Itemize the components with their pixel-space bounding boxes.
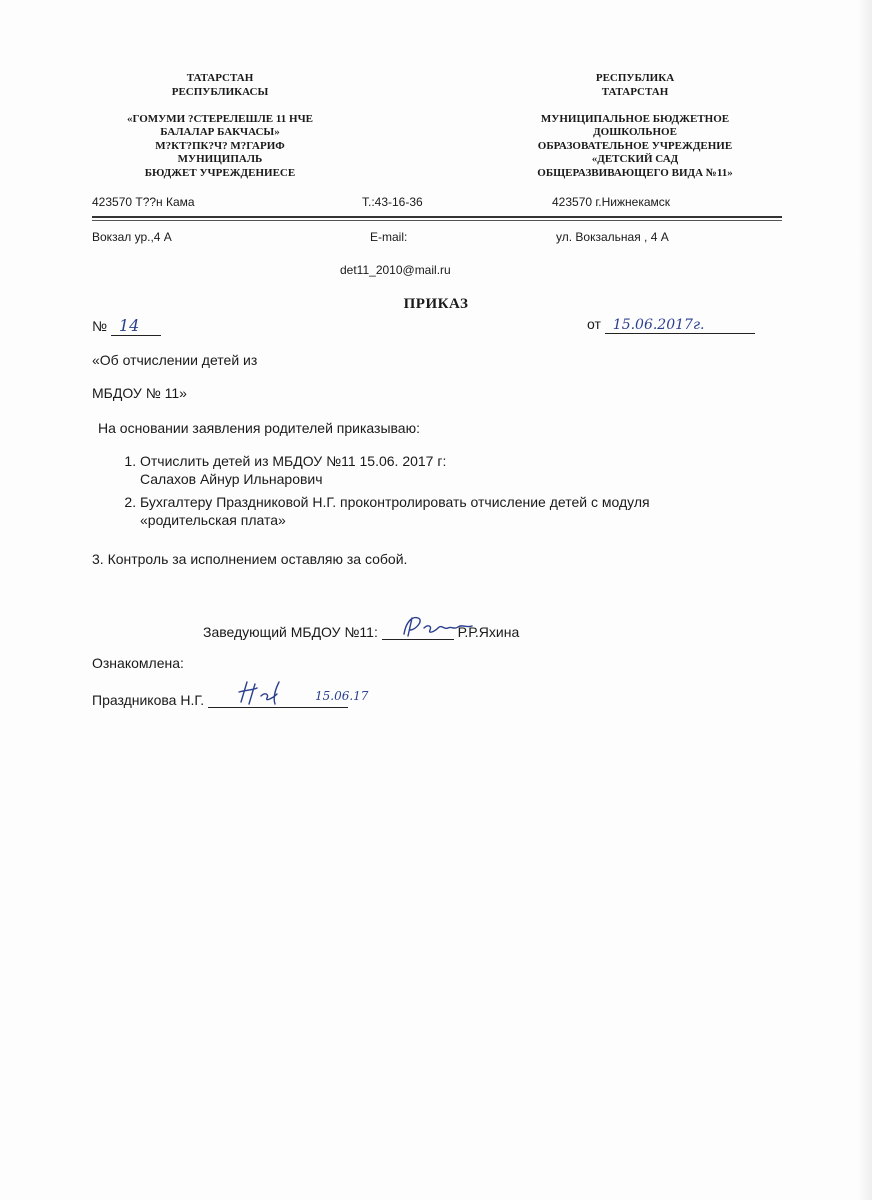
header-left-line: РЕСПУБЛИКАСЫ [171, 85, 269, 98]
header-left-line: БАЛАЛАР БАКЧАСЫ» [160, 126, 280, 138]
header-right-line: МУНИЦИПАЛЬНОЕ БЮДЖЕТНОЕ [540, 112, 730, 125]
document-title: ПРИКАЗ [403, 296, 469, 312]
header-left-line: ТАТАРСТАН [186, 72, 254, 84]
header-divider-thin [92, 220, 782, 221]
head-signature-line [203, 622, 583, 640]
header-left-line: МУНИЦИПАЛЬ [177, 153, 263, 165]
header-left-line: «ГОМУМИ ?СТЕРЕЛЕШЛЕ 11 НЧЕ [127, 112, 313, 125]
acquainted-label: Ознакомлена: [92, 655, 184, 671]
order-subject-line2: МБДОУ № 11» [92, 385, 187, 401]
email-address: det11_2010@mail.ru [340, 263, 451, 277]
order-item-text: 1. Отчислить детей из МБДОУ №11 15.06. 2017 г: [140, 453, 447, 469]
order-number [92, 316, 162, 336]
header-right-line: ОБРАЗОВАТЕЛЬНОЕ УЧРЕЖДЕНИЕ [537, 139, 733, 152]
order-date-handwritten: 15.06.2017г. [605, 317, 755, 334]
order-number-label: № [92, 318, 108, 334]
order-date [587, 316, 757, 334]
address-russian-line2: ул. Вокзальная , 4 А [556, 230, 669, 244]
header-right-line: ОБЩЕРАЗВИВАЮЩЕГО ВИДА №11» [537, 166, 733, 179]
address-tatar-line1: 423570 Т??н Кама [92, 195, 195, 209]
address-tatar-line2: Вокзал ур.,4 А [92, 230, 172, 244]
header-divider [92, 216, 782, 218]
order-basis: На основании заявления родителей приказываю: [98, 420, 420, 436]
header-right-line: ДОШКОЛЬНОЕ [593, 126, 677, 138]
order-item-text: 2. Бухгалтеру Праздниковой Н.Г. проконтролировать отчисление детей с модуля [140, 494, 650, 510]
order-number-handwritten: 14 [111, 316, 161, 336]
order-items-list [108, 452, 780, 534]
header-left-tatar [100, 72, 340, 180]
header-left-line: М?КТ?ПК?Ч? М?ГАРИФ [155, 139, 285, 152]
header-right-line: ТАТАРСТАН [601, 85, 669, 98]
acquainted-name: Праздникова Н.Г. [92, 692, 205, 708]
phone-number: Т.:43-16-36 [362, 195, 423, 209]
acquainted-signature-mark [233, 676, 378, 708]
order-item-subtext: Салахов Айнур Ильнарович [140, 471, 323, 487]
order-item-3: 3. Контроль за исполнением оставляю за собой. [92, 551, 408, 567]
order-item-subtext: «родительская плата» [140, 512, 286, 528]
order-item [140, 452, 780, 488]
order-date-label: от [587, 316, 601, 332]
scan-edge [858, 0, 872, 1200]
order-subject-line1: «Об отчислении детей из [92, 352, 258, 368]
acquainted-date-handwritten: 15.06.17 [315, 689, 369, 703]
head-signature-name: Р.Р.Яхина [457, 624, 520, 640]
header-right-line: РЕСПУБЛИКА [595, 72, 675, 84]
header-left-line: БЮДЖЕТ УЧРЕЖДЕНИЕСЕ [144, 166, 296, 179]
head-signature-label: Заведующий МБДОУ №11: [203, 624, 378, 640]
order-item [140, 493, 780, 529]
header-right-russian [500, 72, 770, 180]
email-label: E-mail: [370, 230, 408, 244]
header-right-line: «ДЕТСКИЙ САД [591, 153, 679, 165]
address-russian-line1: 423570 г.Нижнекамск [552, 195, 671, 209]
head-signature-mark [398, 612, 478, 640]
